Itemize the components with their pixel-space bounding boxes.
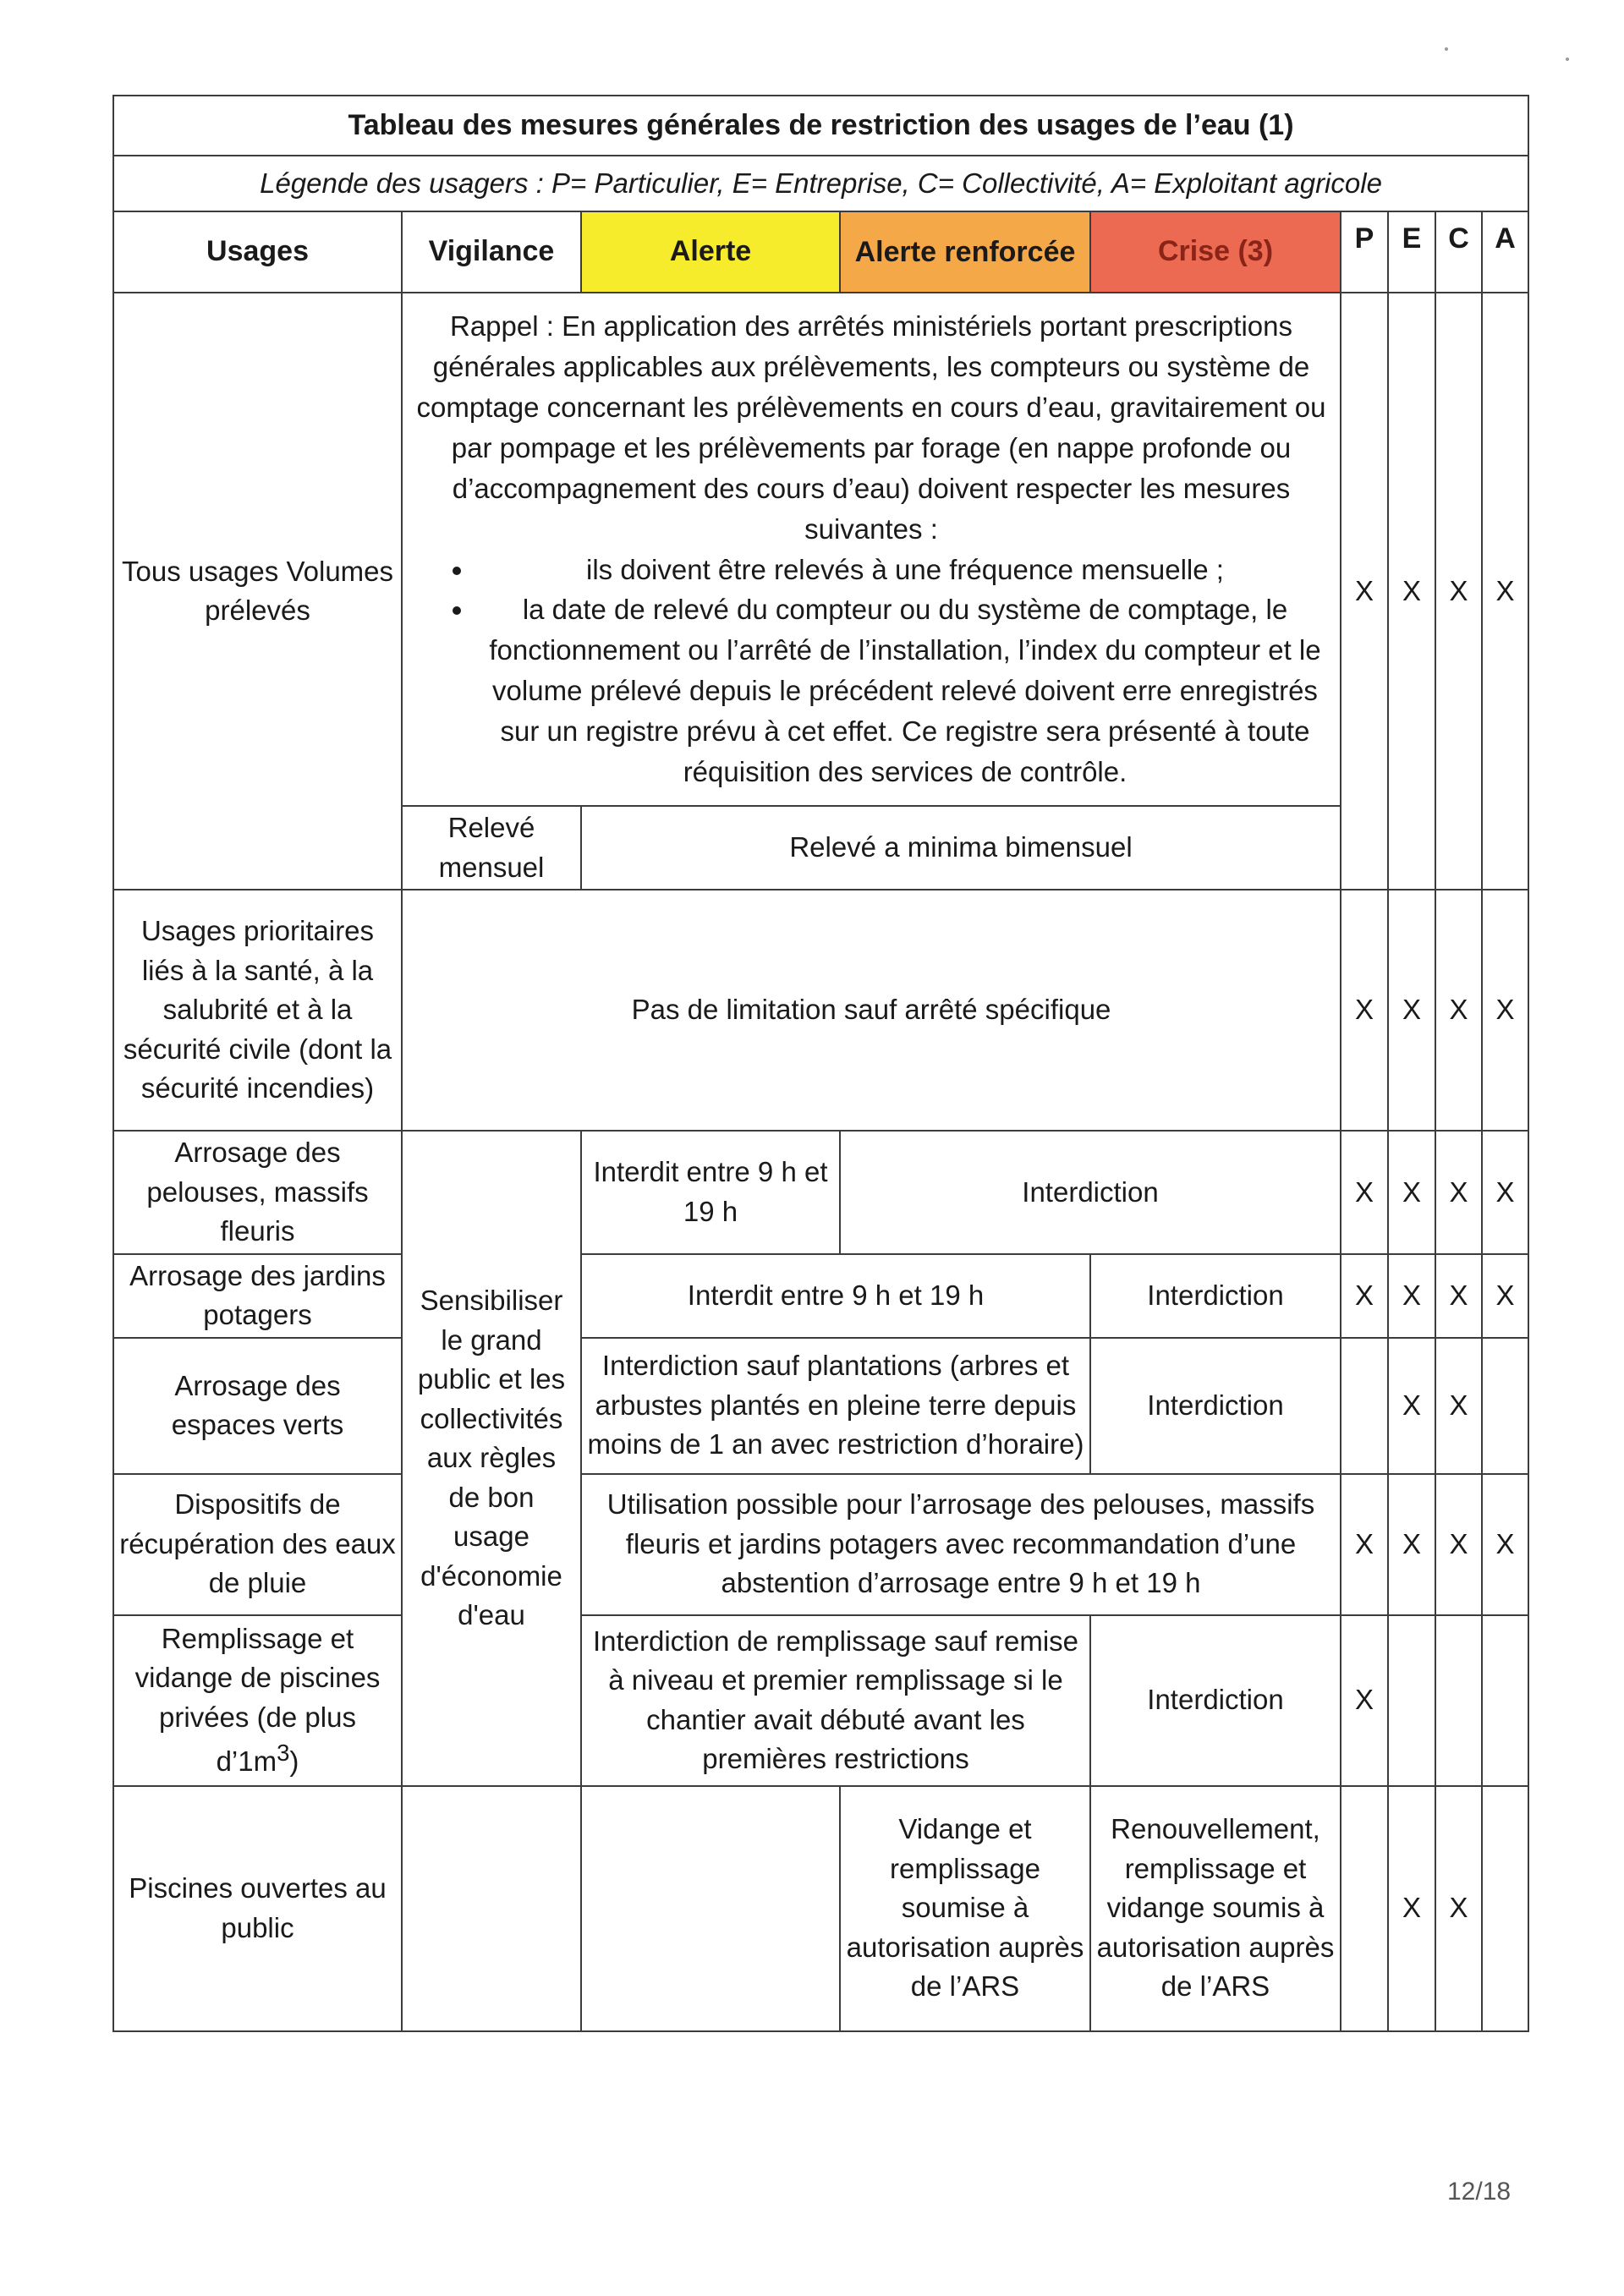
mark-c: X — [1435, 1786, 1482, 2031]
releve-mensuel: Relevé mensuel — [402, 806, 581, 890]
mark-e: X — [1388, 1474, 1435, 1615]
mark-c: X — [1435, 293, 1482, 890]
mark-p: X — [1341, 1254, 1388, 1338]
mark-a — [1482, 1338, 1528, 1474]
table-title: Tableau des mesures générales de restriction des usages de l’eau (1) — [113, 96, 1528, 156]
mark-a: X — [1482, 1131, 1528, 1254]
rappel-bullet: • la date de relevé du compteur ou du système de comptage, le fonctionnement ou l’arrêté de l’installation, l’index du compteur et le volume prélevé depuis le précédent relevé doivent erre enregistrés sur un registre prévu à cet effet. Ce registre sera présenté à toute réquisition des services de contrôle. — [475, 589, 1335, 792]
usage-potagers: Arrosage des jardins potagers — [113, 1254, 402, 1338]
mark-a — [1482, 1786, 1528, 2031]
mark-p: X — [1341, 1615, 1388, 1786]
rappel-intro: Rappel : En application des arrêtés ministériels portant prescriptions générales applicables aux prélèvements, les compteurs ou système de comptage concernant les prélèvements en cours d’eau, gravitairement ou par pompage et les prélèvements par forage (en nappe profonde ou d’accompagnement des cours d’eau) doivent respecter les mesures suivantes : — [416, 310, 1326, 545]
header-a: A — [1482, 211, 1528, 293]
mark-p: X — [1341, 890, 1388, 1131]
table-row — [113, 1254, 1528, 1338]
mark-c — [1435, 1615, 1482, 1786]
mark-e: X — [1388, 1131, 1435, 1254]
mark-c: X — [1435, 1254, 1482, 1338]
usage-espaces-verts: Arrosage des espaces verts — [113, 1338, 402, 1474]
users-legend: Légende des usagers : P= Particulier, E= Entreprise, C= Collectivité, A= Exploitant agricole — [113, 156, 1528, 211]
mark-c: X — [1435, 1474, 1482, 1615]
usage-prioritaires: Usages prioritaires liés à la santé, à la salubrité et à la sécurité civile (dont la sécurité incendies) — [113, 890, 402, 1131]
superscript: 3 — [277, 1740, 290, 1767]
pelouses-interdiction: Interdiction — [840, 1131, 1341, 1254]
table-row — [113, 1474, 1528, 1615]
releve-bimensuel: Relevé a minima bimensuel — [581, 806, 1341, 890]
eaux-de-pluie-measure: Utilisation possible pour l’arrosage des pelouses, massifs fleuris et jardins potagers avec recommandation d’une abstention d’arrosage entre 9 h et 19 h — [581, 1474, 1341, 1615]
header-crise: Crise (3) — [1090, 211, 1341, 293]
mark-a: X — [1482, 890, 1528, 1131]
mark-c: X — [1435, 1338, 1482, 1474]
empty-cell — [581, 1786, 840, 2031]
scan-speck — [1445, 47, 1448, 51]
header-alerte-renforcee: Alerte renforcée — [840, 211, 1090, 293]
table-row — [113, 293, 1528, 806]
mark-p: X — [1341, 1474, 1388, 1615]
header-e: E — [1388, 211, 1435, 293]
mark-c: X — [1435, 1131, 1482, 1254]
measure-pas-de-limitation: Pas de limitation sauf arrêté spécifique — [402, 890, 1341, 1131]
mark-e — [1388, 1615, 1435, 1786]
piscines-privees-alerte: Interdiction de remplissage sauf remise à niveau et premier remplissage si le chantier avait débuté avant les premières restrictions — [581, 1615, 1090, 1786]
page-number: 12/18 — [1447, 2178, 1512, 2206]
table-row — [113, 1615, 1528, 1786]
mark-p: X — [1341, 1131, 1388, 1254]
mark-p — [1341, 1338, 1388, 1474]
rappel-bullet: • ils doivent être relevés à une fréquence mensuelle ; — [475, 550, 1335, 590]
mark-e: X — [1388, 1786, 1435, 2031]
table-row — [113, 1338, 1528, 1474]
mark-p — [1341, 1786, 1388, 2031]
header-row — [113, 211, 1528, 293]
piscines-publiques-alerte: Vidange et remplissage soumise à autorisation auprès de l’ARS — [840, 1786, 1090, 2031]
usage-eaux-de-pluie: Dispositifs de récupération des eaux de pluie — [113, 1474, 402, 1615]
header-alerte: Alerte — [581, 211, 840, 293]
mark-p: X — [1341, 293, 1388, 890]
mark-a: X — [1482, 1254, 1528, 1338]
usage-piscines-publiques: Piscines ouvertes au public — [113, 1786, 402, 2031]
rappel-text — [402, 293, 1341, 806]
usage-piscines-privees-end: ) — [289, 1745, 299, 1778]
usage-tous-usages: Tous usages Volumes prélevés — [113, 293, 402, 890]
mark-a: X — [1482, 1474, 1528, 1615]
piscines-privees-crise: Interdiction — [1090, 1615, 1341, 1786]
espaces-verts-alerte: Interdiction sauf plantations (arbres et arbustes plantés en pleine terre depuis moins de 1 an avec restriction d’horaire) — [581, 1338, 1090, 1474]
vigilance-sensibiliser: Sensibiliser le grand public et les collectivités aux règles de bon usage d'économie d'eau — [402, 1131, 581, 1786]
table-row — [113, 890, 1528, 1131]
usage-pelouses: Arrosage des pelouses, massifs fleuris — [113, 1131, 402, 1254]
potagers-alerte: Interdit entre 9 h et 19 h — [581, 1254, 1090, 1338]
table-row — [113, 1786, 1528, 2031]
potagers-crise: Interdiction — [1090, 1254, 1341, 1338]
mark-c: X — [1435, 890, 1482, 1131]
header-p: P — [1341, 211, 1388, 293]
piscines-publiques-crise: Renouvellement, remplissage et vidange soumis à autorisation auprès de l’ARS — [1090, 1786, 1341, 2031]
header-usages: Usages — [113, 211, 402, 293]
mark-e: X — [1388, 293, 1435, 890]
table-row — [113, 1131, 1528, 1254]
mark-e: X — [1388, 1338, 1435, 1474]
espaces-verts-crise: Interdiction — [1090, 1338, 1341, 1474]
restriction-table — [112, 95, 1529, 2032]
scan-speck — [1566, 58, 1569, 61]
mark-a — [1482, 1615, 1528, 1786]
header-vigilance: Vigilance — [402, 211, 581, 293]
mark-e: X — [1388, 890, 1435, 1131]
mark-a: X — [1482, 293, 1528, 890]
usage-piscines-privees-text: Remplissage et vidange de piscines privées (de plus d’1m — [134, 1622, 381, 1778]
usage-piscines-privees — [113, 1615, 402, 1786]
empty-cell — [402, 1786, 581, 2031]
mark-e: X — [1388, 1254, 1435, 1338]
pelouses-alerte: Interdit entre 9 h et 19 h — [581, 1131, 840, 1254]
header-c: C — [1435, 211, 1482, 293]
rappel-list — [408, 550, 1335, 792]
